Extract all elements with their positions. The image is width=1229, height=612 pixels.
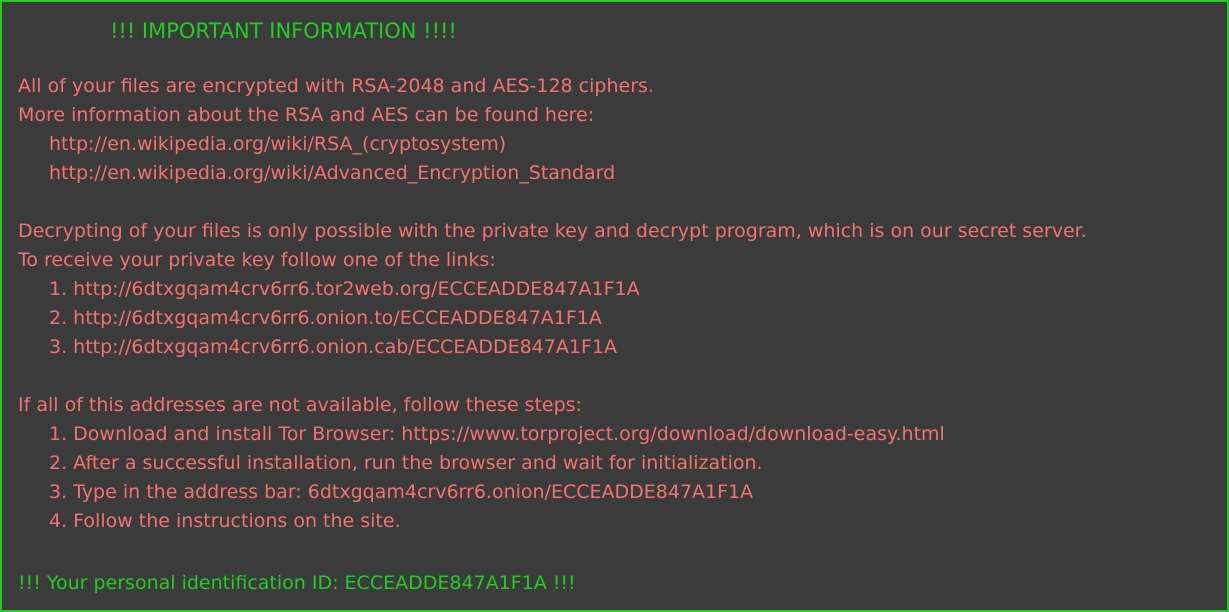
fallback-step-1[interactable]: 1. Download and install Tor Browser: https://www.torproject.org/download/download-easy.html	[49, 423, 945, 445]
encryption-info-line-1: All of your files are encrypted with RSA-2048 and AES-128 ciphers.	[18, 75, 654, 97]
fallback-step-2: 2. After a successful installation, run the browser and wait for initialization.	[49, 452, 763, 474]
fallback-heading: If all of this addresses are not available, follow these steps:	[18, 394, 582, 416]
encryption-info-line-2: More information about the RSA and AES can be found here:	[18, 104, 595, 126]
decrypt-info-line-2: To receive your private key follow one of the links:	[18, 249, 496, 271]
spacer	[18, 536, 1211, 565]
fallback-step-3: 3. Type in the address bar: 6dtxgqam4crv6rr6.onion/ECCEADDE847A1F1A	[49, 481, 754, 503]
page-title: !!! IMPORTANT INFORMATION !!!!	[110, 19, 457, 43]
spacer	[18, 188, 1211, 217]
payment-link-2[interactable]: 2. http://6dtxgqam4crv6rr6.onion.to/ECCEADDE847A1F1A	[49, 307, 602, 329]
personal-id-line: !!! Your personal identification ID: ECCEADDE847A1F1A !!!	[18, 572, 576, 594]
ransom-note-content	[2, 2, 1227, 598]
wikipedia-aes-link[interactable]: http://en.wikipedia.org/wiki/Advanced_Encryption_Standard	[49, 162, 616, 184]
payment-link-3[interactable]: 3. http://6dtxgqam4crv6rr6.onion.cab/ECCEADDE847A1F1A	[49, 336, 617, 358]
wikipedia-rsa-link[interactable]: http://en.wikipedia.org/wiki/RSA_(cryptosystem)	[49, 133, 507, 155]
fallback-step-4: 4. Follow the instructions on the site.	[49, 510, 401, 532]
decrypt-info-line-1: Decrypting of your files is only possible with the private key and decrypt program, which is on our secret server.	[18, 220, 1087, 242]
spacer	[18, 362, 1211, 391]
payment-link-1[interactable]: 1. http://6dtxgqam4crv6rr6.tor2web.org/ECCEADDE847A1F1A	[49, 278, 640, 300]
